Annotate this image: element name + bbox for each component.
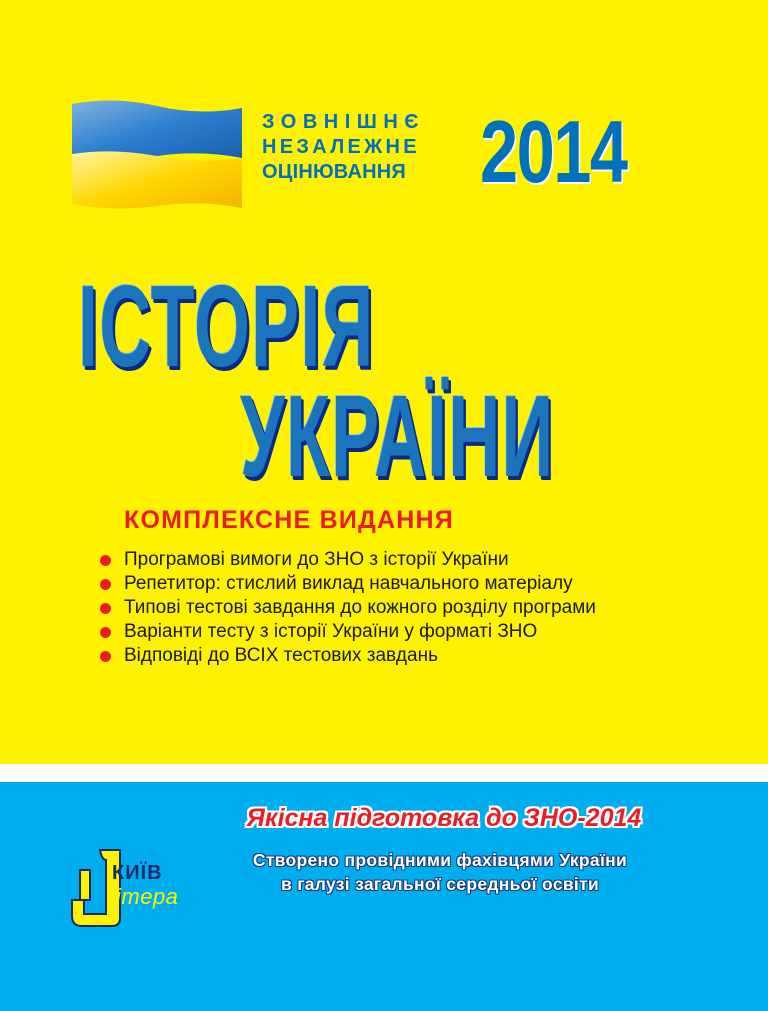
list-item-text: Репетитор: стислий виклад навчального матеріалу [124, 573, 573, 594]
title-line-1: ІСТОРІЯ [78, 261, 375, 391]
year-label: 2014 [480, 102, 627, 201]
list-item [100, 572, 720, 596]
divider-strip [0, 764, 768, 782]
quality-banner: Якісна підготовка до ЗНО-2014 [246, 804, 642, 832]
title-line-2: УКРАЇНИ [240, 371, 555, 501]
bullet-dot-icon [100, 555, 111, 566]
bullet-dot-icon [100, 579, 111, 590]
list-item [100, 548, 720, 572]
list-item [100, 596, 720, 620]
subtitle: КОМПЛЕКСНЕ ВИДАННЯ [124, 506, 454, 534]
publisher-city: КИЇВ [112, 862, 163, 884]
zno-line-1: ЗОВНІШНЄ [262, 111, 426, 133]
bullet-dot-icon [100, 603, 111, 614]
created-line-1: Створено провідними фахівцями України [252, 850, 628, 870]
list-item [100, 620, 720, 644]
bullet-dot-icon [100, 627, 111, 638]
zno-label [262, 112, 425, 187]
created-line-2: в галузі загальної середньої освіти [280, 874, 600, 894]
list-item-text: Програмові вимоги до ЗНО з історії України [124, 549, 509, 570]
bullet-dot-icon [100, 651, 111, 662]
ukraine-flag-icon [72, 100, 242, 212]
zno-line-2: НЕЗАЛЕЖНЕ [262, 136, 420, 158]
created-by-text [220, 848, 660, 896]
zno-line-3: ОЦІНЮВАННЯ [262, 161, 406, 183]
feature-list [100, 548, 720, 668]
publisher-name: ітера [116, 884, 179, 909]
list-item [100, 644, 720, 668]
list-item-text: Типові тестові завдання до кожного розділу програми [124, 597, 596, 618]
list-item-text: Відповіді до ВСІХ тестових завдань [124, 645, 438, 666]
list-item-text: Варіанти тесту з історії України у форматі ЗНО [124, 621, 538, 642]
